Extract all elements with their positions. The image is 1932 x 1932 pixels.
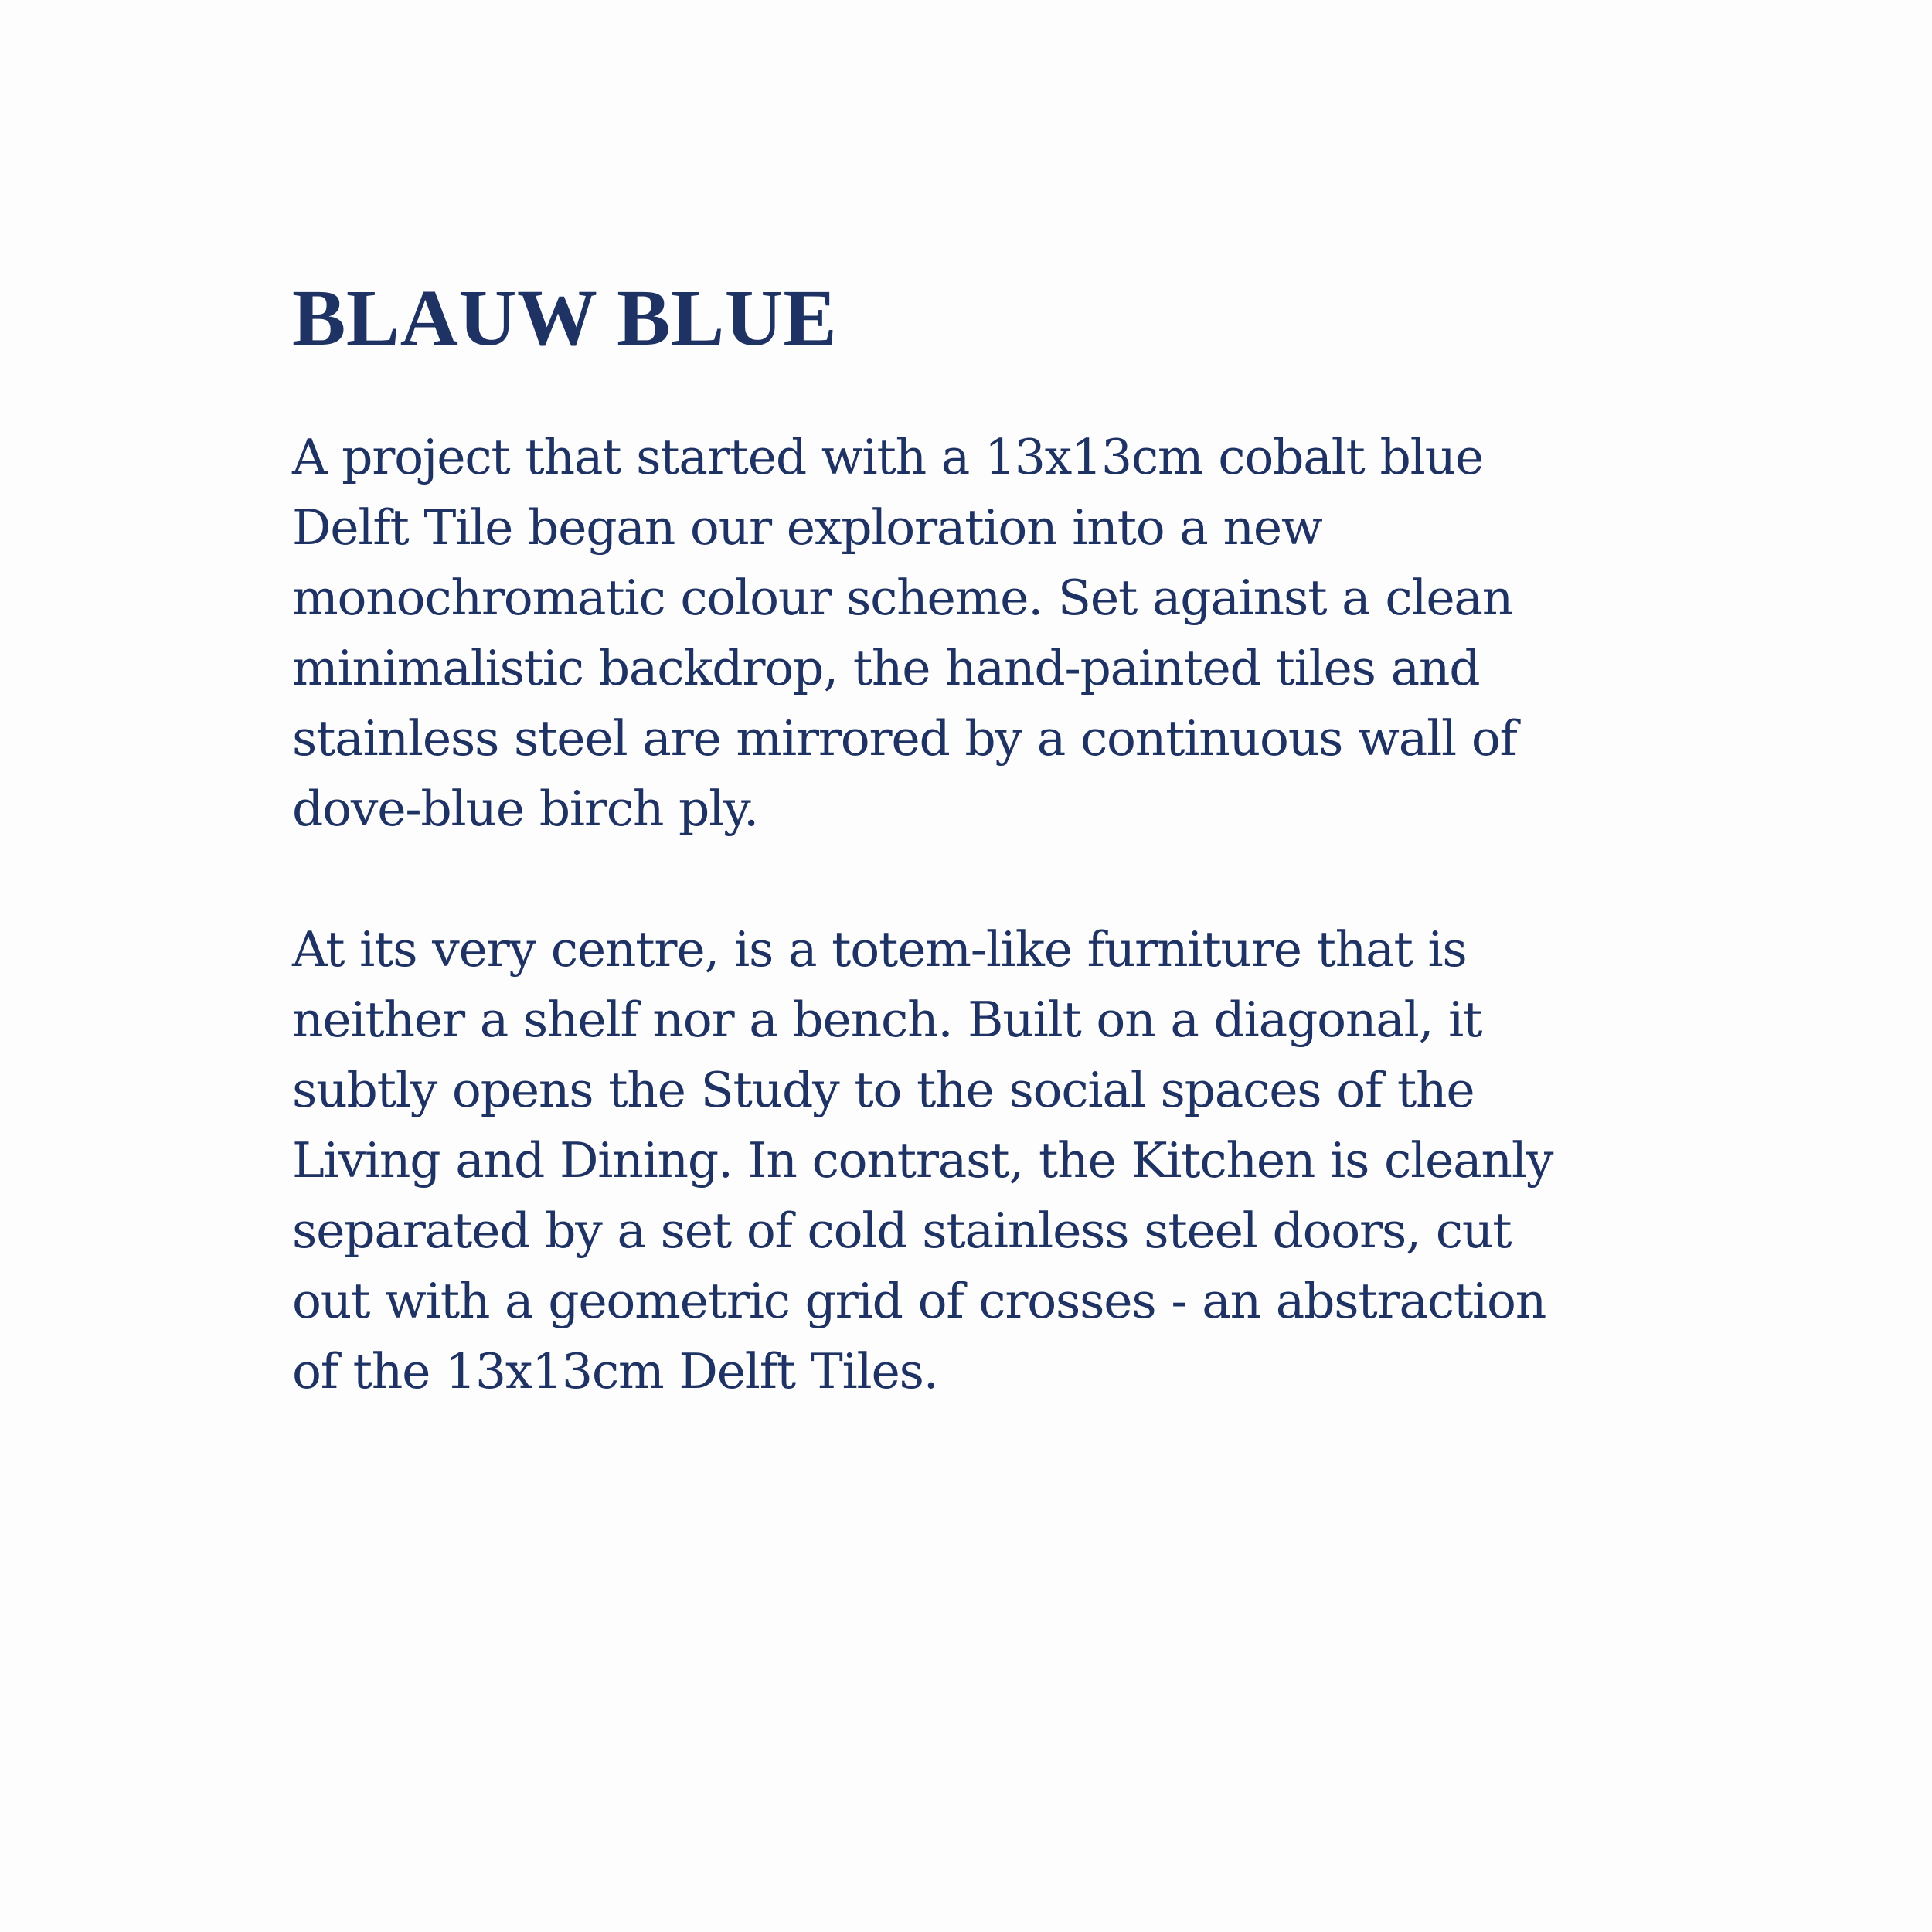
paragraph-line: Living and Dining. In contrast, the Kitchen is cleanly [292,1132,1553,1189]
paragraph-line: neither a shelf nor a bench. Built on a diagonal, it [292,992,1482,1048]
page-title: BLAUW BLUE [292,274,838,362]
paragraph-1 [292,422,1668,844]
paragraph-line: out with a geometric grid of crosses - an abstraction [292,1273,1546,1329]
paragraph-line: Delft Tile began our exploration into a new [292,499,1322,556]
text-block [292,274,1668,1406]
paragraph-line: At its very centre, is a totem-like furniture that is [292,921,1467,978]
paragraph-line: A project that started with a 13x13cm cobalt blue [292,429,1484,485]
paragraph-line: minimalistic backdrop, the hand-painted tiles and [292,640,1480,696]
paragraph-line: of the 13x13cm Delft Tiles. [292,1343,938,1400]
paragraph-line: monochromatic colour scheme. Set against a clean [292,570,1513,626]
paragraph-2 [292,914,1668,1406]
paragraph-line: stainless steel are mirrored by a continuous wall of [292,710,1517,767]
paragraph-line: dove-blue birch ply. [292,781,758,837]
paragraph-line: subtly opens the Study to the social spaces of the [292,1062,1475,1118]
paragraph-line: separated by a set of cold stainless steel doors, cut [292,1202,1512,1259]
